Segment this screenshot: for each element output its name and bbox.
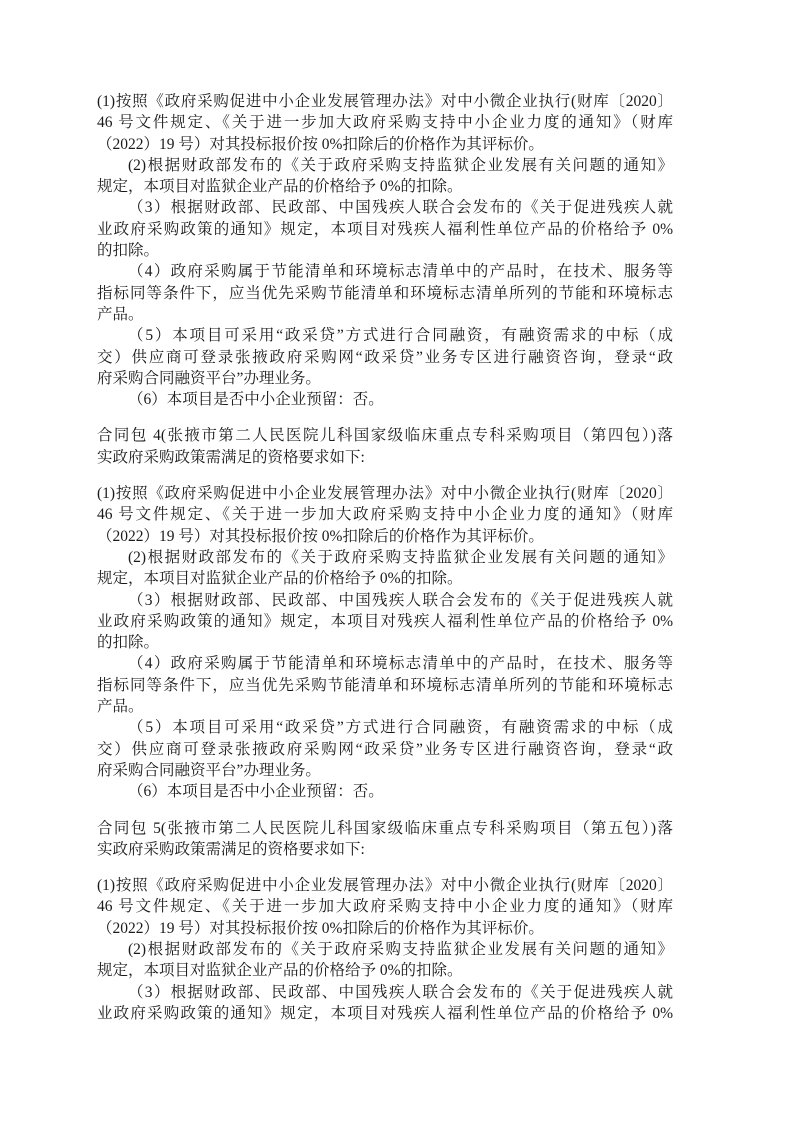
paragraph (97, 483, 673, 547)
text-line: （3）根据财政部、民政部、中国残疾人联合会发布的《关于促进残疾人就 (128, 591, 673, 609)
paragraph (97, 939, 673, 982)
text-line: 实政府采购政策需满足的资格要求如下: (97, 840, 365, 858)
text-line: 合同包 4(张掖市第二人民医院儿科国家级临床重点专科采购项目（第四包）)落 (97, 427, 673, 445)
text-line: (1)按照《政府采购促进中小企业发展管理办法》对中小微企业执行(财库〔2020〕 (97, 93, 673, 110)
paragraph (97, 155, 673, 198)
text-line: 46 号文件规定、《关于进一步加大政府采购支持中小企业力度的通知》（财库 (97, 898, 673, 916)
text-line: 指标同等条件下，应当优先采购节能清单和环境标志清单所列的节能和环境标志 (97, 284, 673, 302)
paragraph (97, 425, 673, 468)
text-line: 指标同等条件下，应当优先采购节能清单和环境标志清单所列的节能和环境标志 (97, 676, 673, 694)
text-line: 46 号文件规定、《关于进一步加大政府采购支持中小企业力度的通知》（财库 (97, 506, 673, 524)
text-line: 产品。 (97, 305, 144, 323)
text-line: （2022）19 号）对其投标报价按 0%扣除后的价格作为其评标价。 (97, 919, 544, 937)
text-line: （6）本项目是否中小企业预留：否。 (128, 391, 384, 409)
text-line: (2)根据财政部发布的《关于政府采购支持监狱企业发展有关问题的通知》 (128, 940, 673, 958)
paragraph (97, 818, 673, 861)
paragraph (97, 875, 673, 939)
paragraph (97, 261, 673, 325)
paragraph (97, 717, 673, 781)
text-line: (2)根据财政部发布的《关于政府采购支持监狱企业发展有关问题的通知》 (128, 548, 673, 566)
paragraph (97, 653, 673, 717)
text-line: 业政府采购政策的通知》规定，本项目对残疾人福利性单位产品的价格给予 0% (97, 1004, 673, 1022)
text-line: (1)按照《政府采购促进中小企业发展管理办法》对中小微企业执行(财库〔2020〕 (97, 877, 673, 895)
text-line: 规定，本项目对监狱企业产品的价格给予 0%的扣除。 (97, 178, 463, 196)
policy-requirements-block-2 (97, 483, 673, 802)
text-line: （2022）19 号）对其投标报价按 0%扣除后的价格作为其评标价。 (97, 527, 544, 545)
text-line: 交）供应商可登录张掖政府采购网“政采贷”业务专区进行融资咨询，登录“政 (97, 740, 673, 758)
text-line: 府采购合同融资平台”办理业务。 (97, 761, 321, 779)
package-4-heading (97, 425, 673, 468)
text-line: 交）供应商可登录张掖政府采购网“政采贷”业务专区进行融资咨询，登录“政 (97, 348, 673, 366)
text-line: (1)按照《政府采购促进中小企业发展管理办法》对中小微企业执行(财库〔2020〕 (97, 485, 673, 503)
text-line: （5）本项目可采用“政采贷”方式进行合同融资，有融资需求的中标（成 (128, 719, 673, 737)
paragraph (97, 389, 673, 410)
text-line: （3）根据财政部、民政部、中国残疾人联合会发布的《关于促进残疾人就 (128, 199, 673, 217)
paragraph (97, 91, 673, 155)
paragraph (97, 982, 673, 1025)
policy-requirements-block-1 (97, 91, 673, 410)
paragraph (97, 781, 673, 802)
paragraph (97, 325, 673, 389)
text-line: 的扣除。 (97, 242, 160, 260)
paragraph (97, 590, 673, 654)
paragraph (97, 547, 673, 590)
text-line: （4）政府采购属于节能清单和环境标志清单中的产品时，在技术、服务等 (128, 655, 673, 673)
text-line: 的扣除。 (97, 634, 160, 652)
text-line: 实政府采购政策需满足的资格要求如下: (97, 448, 365, 466)
text-line: （3）根据财政部、民政部、中国残疾人联合会发布的《关于促进残疾人就 (128, 983, 673, 1001)
text-line: 合同包 5(张掖市第二人民医院儿科国家级临床重点专科采购项目（第五包）)落 (97, 819, 673, 837)
text-line: 46 号文件规定、《关于进一步加大政府采购支持中小企业力度的通知》（财库 (97, 114, 673, 132)
text-line: （6）本项目是否中小企业预留：否。 (128, 783, 384, 801)
text-line: (2)根据财政部发布的《关于政府采购支持监狱企业发展有关问题的通知》 (128, 156, 673, 174)
text-line: 府采购合同融资平台”办理业务。 (97, 369, 321, 387)
text-line: 业政府采购政策的通知》规定，本项目对残疾人福利性单位产品的价格给予 0% (97, 612, 673, 630)
text-line: 规定，本项目对监狱企业产品的价格给予 0%的扣除。 (97, 962, 463, 980)
package-5-heading (97, 818, 673, 861)
paragraph (97, 197, 673, 261)
text-line: （2022）19 号）对其投标报价按 0%扣除后的价格作为其评标价。 (97, 135, 544, 153)
policy-requirements-block-3 (97, 875, 673, 1024)
text-line: （4）政府采购属于节能清单和环境标志清单中的产品时，在技术、服务等 (128, 263, 673, 281)
text-line: 业政府采购政策的通知》规定，本项目对残疾人福利性单位产品的价格给予 0% (97, 220, 673, 238)
text-line: （5）本项目可采用“政采贷”方式进行合同融资，有融资需求的中标（成 (128, 327, 673, 345)
text-line: 产品。 (97, 698, 144, 716)
text-line: 规定，本项目对监狱企业产品的价格给予 0%的扣除。 (97, 570, 463, 588)
